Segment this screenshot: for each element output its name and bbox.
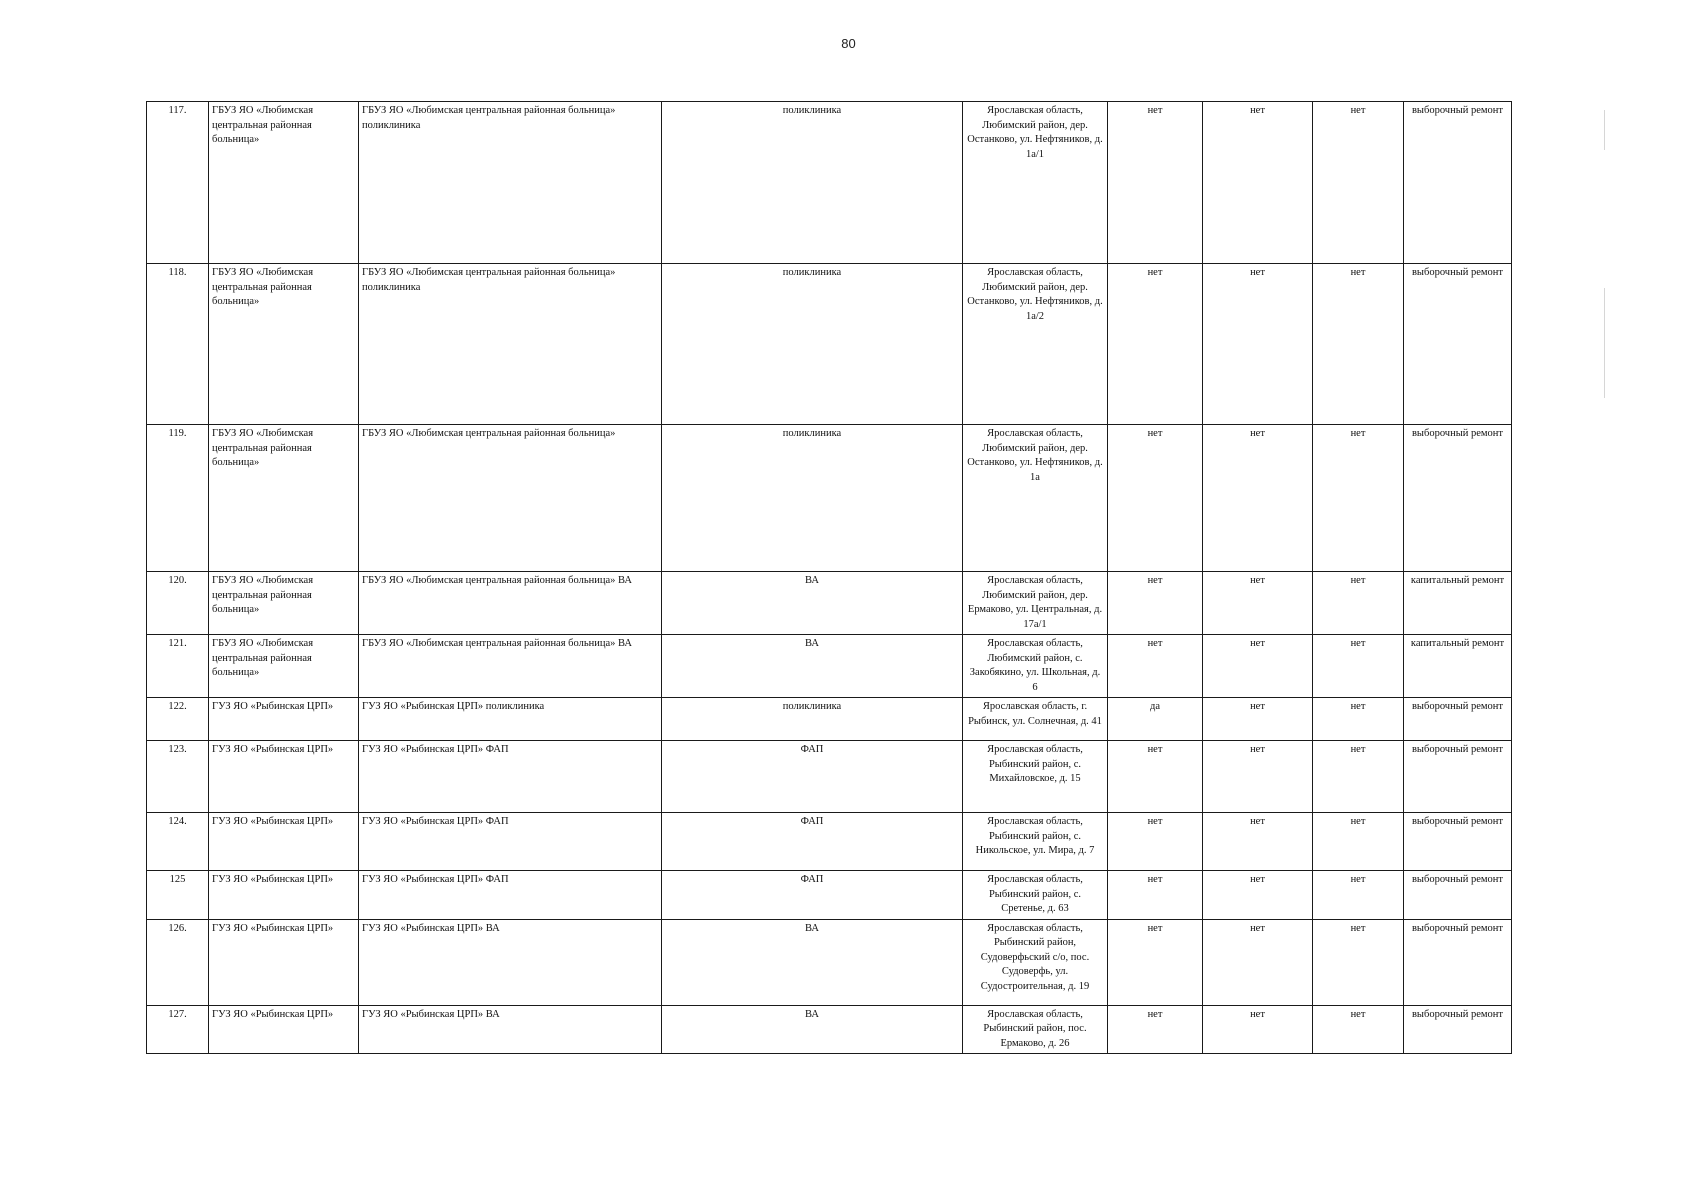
organization-cell: ГУЗ ЯО «Рыбинская ЦРП»: [209, 1005, 359, 1054]
criterion-1-cell: нет: [1108, 102, 1203, 264]
address-cell: Ярославская область, Рыбинский район, с. Сретенье, д. 63: [963, 871, 1108, 920]
criterion-2-cell: нет: [1203, 102, 1313, 264]
facility-cell: ГБУЗ ЯО «Любимская центральная районная больница»: [359, 425, 662, 572]
table-row: [147, 264, 1512, 425]
facility-type-cell: поликлиника: [662, 102, 963, 264]
repair-type-cell: выборочный ремонт: [1404, 264, 1512, 425]
table-row: [147, 871, 1512, 920]
table-row: [147, 1005, 1512, 1054]
organization-cell: ГБУЗ ЯО «Любимская центральная районная больница»: [209, 425, 359, 572]
facility-cell: ГБУЗ ЯО «Любимская центральная районная больница» ВА: [359, 572, 662, 635]
address-cell: Ярославская область, Любимский район, с. Закобякино, ул. Школьная, д. 6: [963, 635, 1108, 698]
facility-cell: ГУЗ ЯО «Рыбинская ЦРП» ФАП: [359, 871, 662, 920]
organization-cell: ГУЗ ЯО «Рыбинская ЦРП»: [209, 919, 359, 1005]
facilities-table: [146, 101, 1512, 1054]
facility-type-cell: ФАП: [662, 813, 963, 871]
criterion-2-cell: нет: [1203, 741, 1313, 813]
row-number: 121.: [147, 635, 209, 698]
table-row: [147, 572, 1512, 635]
criterion-1-cell: нет: [1108, 919, 1203, 1005]
repair-type-cell: выборочный ремонт: [1404, 741, 1512, 813]
criterion-1-cell: нет: [1108, 264, 1203, 425]
address-cell: Ярославская область, Рыбинский район, с. Михайловское, д. 15: [963, 741, 1108, 813]
row-number: 126.: [147, 919, 209, 1005]
criterion-2-cell: нет: [1203, 572, 1313, 635]
organization-cell: ГУЗ ЯО «Рыбинская ЦРП»: [209, 813, 359, 871]
table-row: [147, 635, 1512, 698]
repair-type-cell: капитальный ремонт: [1404, 635, 1512, 698]
criterion-3-cell: нет: [1313, 1005, 1404, 1054]
criterion-1-cell: нет: [1108, 425, 1203, 572]
organization-cell: ГБУЗ ЯО «Любимская центральная районная больница»: [209, 264, 359, 425]
criterion-2-cell: нет: [1203, 871, 1313, 920]
facility-type-cell: ФАП: [662, 871, 963, 920]
repair-type-cell: выборочный ремонт: [1404, 871, 1512, 920]
address-cell: Ярославская область, Рыбинский район, с. Никольское, ул. Мира, д. 7: [963, 813, 1108, 871]
facility-cell: ГУЗ ЯО «Рыбинская ЦРП» поликлиника: [359, 698, 662, 741]
criterion-2-cell: нет: [1203, 635, 1313, 698]
scan-artifact: [1604, 110, 1605, 150]
criterion-2-cell: нет: [1203, 264, 1313, 425]
page-number: 80: [841, 36, 856, 51]
criterion-3-cell: нет: [1313, 635, 1404, 698]
facility-cell: ГБУЗ ЯО «Любимская центральная районная больница» поликлиника: [359, 102, 662, 264]
criterion-3-cell: нет: [1313, 698, 1404, 741]
criterion-3-cell: нет: [1313, 871, 1404, 920]
criterion-2-cell: нет: [1203, 698, 1313, 741]
organization-cell: ГУЗ ЯО «Рыбинская ЦРП»: [209, 698, 359, 741]
facility-type-cell: поликлиника: [662, 425, 963, 572]
address-cell: Ярославская область, Любимский район, дер. Останково, ул. Нефтяников, д. 1а/2: [963, 264, 1108, 425]
criterion-2-cell: нет: [1203, 919, 1313, 1005]
criterion-1-cell: нет: [1108, 741, 1203, 813]
criterion-1-cell: нет: [1108, 572, 1203, 635]
row-number: 117.: [147, 102, 209, 264]
facility-type-cell: ВА: [662, 919, 963, 1005]
repair-type-cell: выборочный ремонт: [1404, 698, 1512, 741]
table-row: [147, 813, 1512, 871]
table-body: [147, 102, 1512, 1054]
table-row: [147, 698, 1512, 741]
facility-cell: ГУЗ ЯО «Рыбинская ЦРП» ВА: [359, 1005, 662, 1054]
criterion-3-cell: нет: [1313, 264, 1404, 425]
criterion-1-cell: нет: [1108, 871, 1203, 920]
criterion-1-cell: нет: [1108, 813, 1203, 871]
row-number: 127.: [147, 1005, 209, 1054]
row-number: 125: [147, 871, 209, 920]
repair-type-cell: выборочный ремонт: [1404, 919, 1512, 1005]
address-cell: Ярославская область, г. Рыбинск, ул. Солнечная, д. 41: [963, 698, 1108, 741]
row-number: 122.: [147, 698, 209, 741]
criterion-3-cell: нет: [1313, 813, 1404, 871]
row-number: 118.: [147, 264, 209, 425]
criterion-2-cell: нет: [1203, 1005, 1313, 1054]
facility-type-cell: ВА: [662, 572, 963, 635]
criterion-3-cell: нет: [1313, 102, 1404, 264]
organization-cell: ГУЗ ЯО «Рыбинская ЦРП»: [209, 741, 359, 813]
repair-type-cell: выборочный ремонт: [1404, 813, 1512, 871]
table-row: [147, 919, 1512, 1005]
row-number: 124.: [147, 813, 209, 871]
repair-type-cell: капитальный ремонт: [1404, 572, 1512, 635]
criterion-1-cell: нет: [1108, 1005, 1203, 1054]
facility-cell: ГУЗ ЯО «Рыбинская ЦРП» ФАП: [359, 813, 662, 871]
criterion-3-cell: нет: [1313, 741, 1404, 813]
criterion-3-cell: нет: [1313, 572, 1404, 635]
repair-type-cell: выборочный ремонт: [1404, 102, 1512, 264]
row-number: 119.: [147, 425, 209, 572]
criterion-2-cell: нет: [1203, 425, 1313, 572]
table-row: [147, 102, 1512, 264]
address-cell: Ярославская область, Рыбинский район, пос. Ермаково, д. 26: [963, 1005, 1108, 1054]
criterion-3-cell: нет: [1313, 425, 1404, 572]
facility-type-cell: ВА: [662, 635, 963, 698]
facility-type-cell: поликлиника: [662, 264, 963, 425]
facility-cell: ГУЗ ЯО «Рыбинская ЦРП» ФАП: [359, 741, 662, 813]
criterion-1-cell: да: [1108, 698, 1203, 741]
address-cell: Ярославская область, Любимский район, дер. Останково, ул. Нефтяников, д. 1а/1: [963, 102, 1108, 264]
row-number: 123.: [147, 741, 209, 813]
organization-cell: ГУЗ ЯО «Рыбинская ЦРП»: [209, 871, 359, 920]
address-cell: Ярославская область, Любимский район, дер. Останково, ул. Нефтяников, д. 1а: [963, 425, 1108, 572]
facility-type-cell: ФАП: [662, 741, 963, 813]
organization-cell: ГБУЗ ЯО «Любимская центральная районная больница»: [209, 572, 359, 635]
facility-type-cell: поликлиника: [662, 698, 963, 741]
criterion-2-cell: нет: [1203, 813, 1313, 871]
row-number: 120.: [147, 572, 209, 635]
facility-cell: ГБУЗ ЯО «Любимская центральная районная больница» поликлиника: [359, 264, 662, 425]
address-cell: Ярославская область, Любимский район, дер. Ермаково, ул. Центральная, д. 17а/1: [963, 572, 1108, 635]
table-row: [147, 425, 1512, 572]
repair-type-cell: выборочный ремонт: [1404, 1005, 1512, 1054]
criterion-3-cell: нет: [1313, 919, 1404, 1005]
facility-type-cell: ВА: [662, 1005, 963, 1054]
table-row: [147, 741, 1512, 813]
criterion-1-cell: нет: [1108, 635, 1203, 698]
address-cell: Ярославская область, Рыбинский район, Судоверфьский с/о, пос. Судоверфь, ул. Судостроительная, д. 19: [963, 919, 1108, 1005]
facility-cell: ГБУЗ ЯО «Любимская центральная районная больница» ВА: [359, 635, 662, 698]
organization-cell: ГБУЗ ЯО «Любимская центральная районная больница»: [209, 635, 359, 698]
facility-cell: ГУЗ ЯО «Рыбинская ЦРП» ВА: [359, 919, 662, 1005]
scan-artifact: [1604, 288, 1605, 398]
repair-type-cell: выборочный ремонт: [1404, 425, 1512, 572]
organization-cell: ГБУЗ ЯО «Любимская центральная районная больница»: [209, 102, 359, 264]
